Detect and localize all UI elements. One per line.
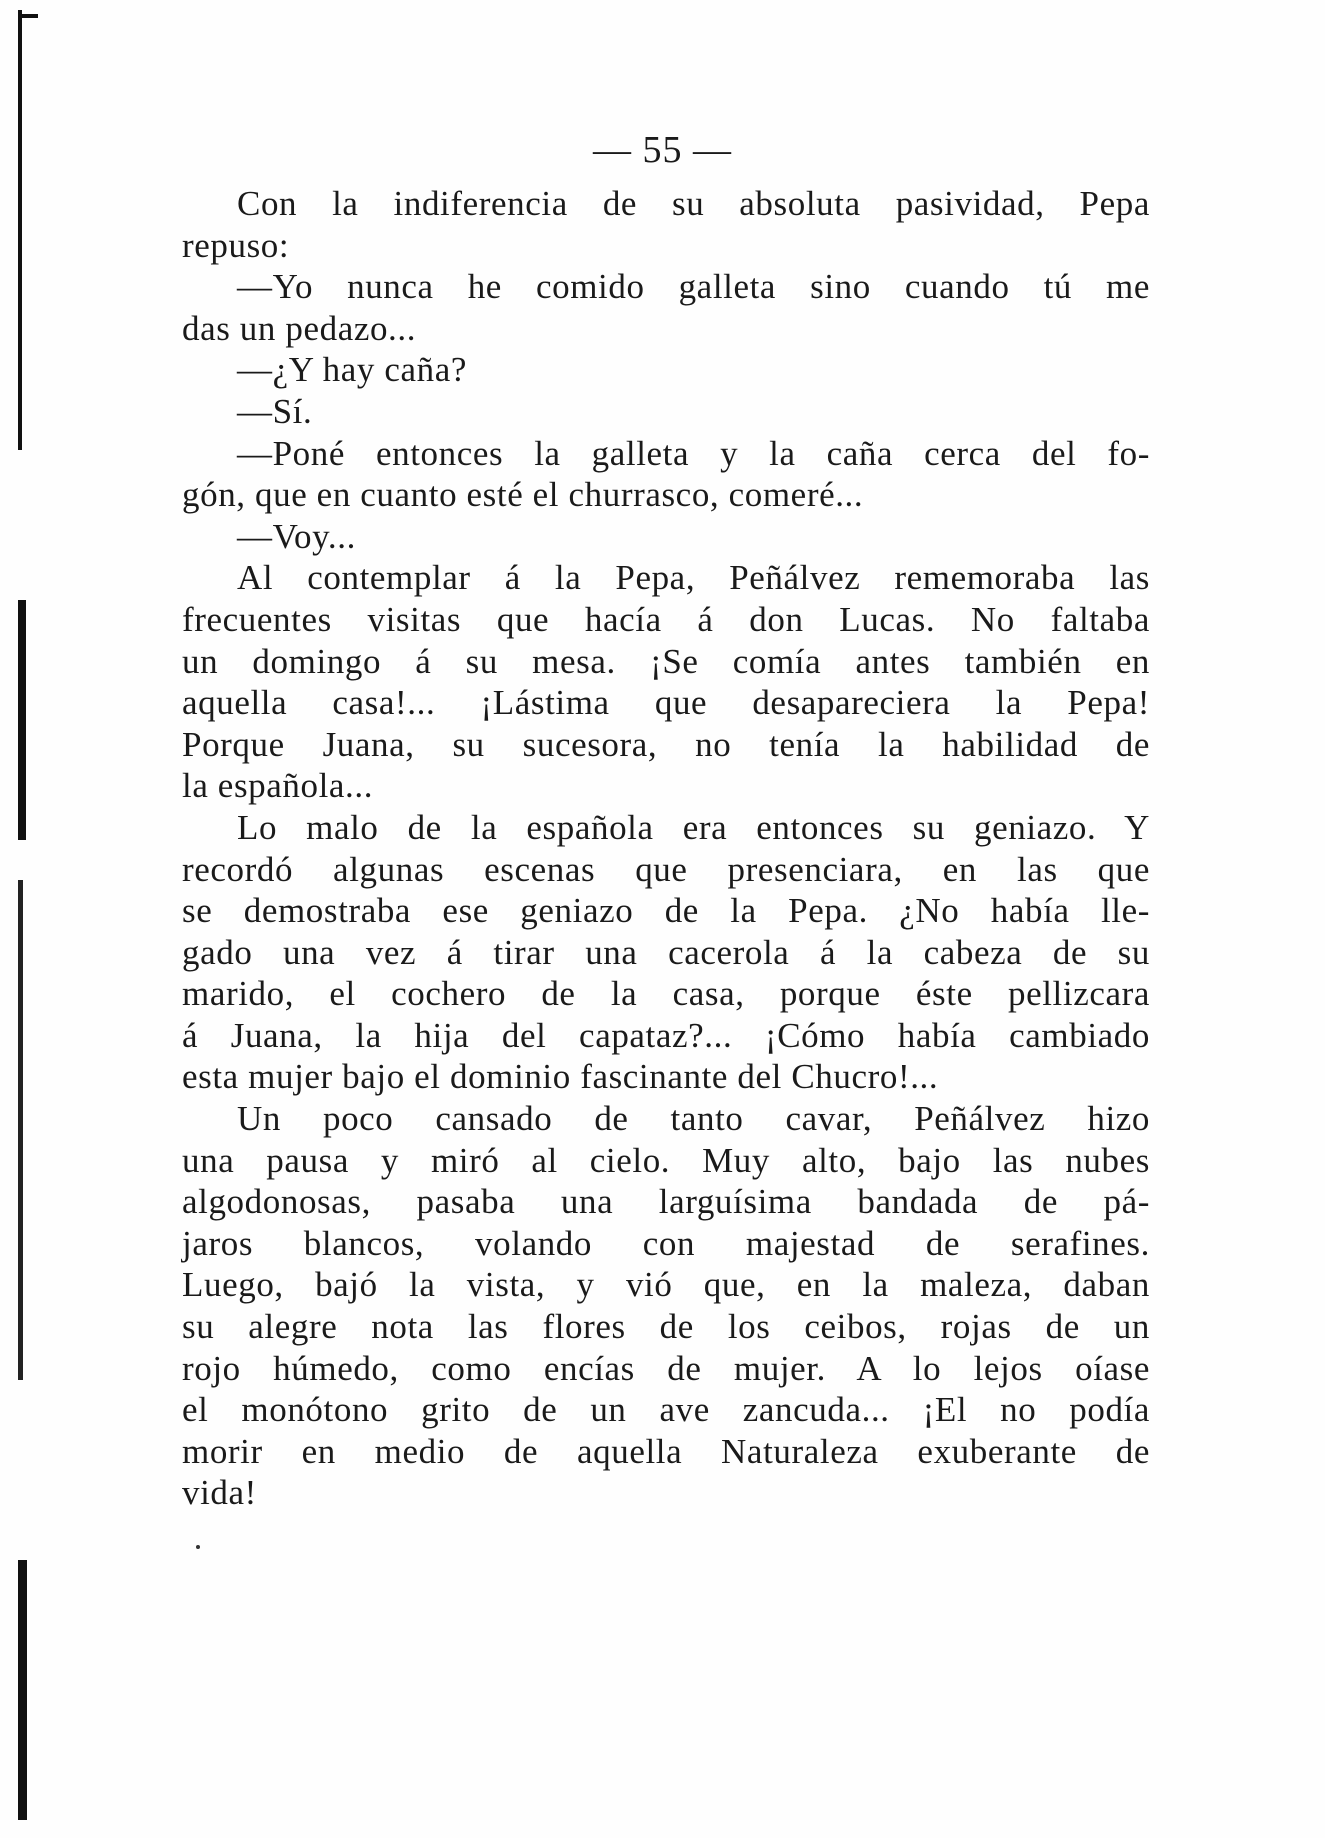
text-line: rojo húmedo, como encías de mujer. A lo lejos oíase <box>182 1348 1150 1388</box>
binding-edge-middle <box>18 600 26 840</box>
text-line: frecuentes visitas que hacía á don Lucas. No faltaba <box>182 599 1150 639</box>
text-line: marido, el cochero de la casa, porque éste pellizcara <box>182 974 1150 1014</box>
text-line: Con la indiferencia de su absoluta pasividad, Pepa <box>237 184 1150 223</box>
text-line: —Poné entonces la galleta y la caña cerca del fo- <box>237 433 1150 473</box>
text-line: algodonosas, pasaba una larguísima bandada de pá- <box>182 1182 1150 1222</box>
text-line: un domingo á su mesa. ¡Se comía antes también en <box>182 641 1150 681</box>
text-line: vida! <box>182 1473 257 1513</box>
text-line: á Juana, la hija del capataz?... ¡Cómo había cambiado <box>182 1015 1150 1055</box>
text-line: la española... <box>182 766 374 806</box>
text-line: Porque Juana, su sucesora, no tenía la habilidad de <box>182 724 1150 764</box>
text-line: Lo malo de la española era entonces su geniazo. Y <box>237 807 1150 847</box>
text-line: esta mujer bajo el dominio fascinante del Chucro!... <box>182 1057 939 1097</box>
text-line: Luego, bajó la vista, y vió que, en la maleza, daban <box>182 1265 1150 1305</box>
text-line: —¿Y hay caña? <box>237 350 467 390</box>
text-line: gón, que en cuanto esté el churrasco, comeré... <box>182 475 864 515</box>
text-line: recordó algunas escenas que presenciara, en las que <box>182 849 1150 889</box>
text-line: aquella casa!... ¡Lástima que desapareciera la Pepa! <box>182 683 1150 723</box>
text-line: una pausa y miró al cielo. Muy alto, bajo las nubes <box>182 1140 1150 1180</box>
page-number: — 55 — <box>593 129 732 171</box>
text-line: el monótono grito de un ave zancuda... ¡El no podía <box>182 1390 1150 1430</box>
binding-edge-lower <box>18 880 23 1380</box>
binding-edge-bottom <box>18 1560 27 1820</box>
text-line: —Voy... <box>237 516 356 556</box>
text-line: se demostraba ese geniazo de la Pepa. ¿No había lle- <box>182 891 1150 931</box>
body-text <box>182 183 1150 1514</box>
text-line: das un pedazo... <box>182 308 417 348</box>
text-line: su alegre nota las flores de los ceibos, rojas de un <box>182 1307 1150 1347</box>
text-line: Un poco cansado de tanto cavar, Peñálvez hizo <box>237 1099 1150 1139</box>
text-line: gado una vez á tirar una cacerola á la cabeza de su <box>182 932 1150 972</box>
binding-edge-top <box>18 10 22 450</box>
text-line: Al contemplar á la Pepa, Peñálvez rememoraba las <box>237 558 1150 598</box>
text-line: morir en medio de aquella Naturaleza exuberante de <box>182 1431 1150 1471</box>
text-line: —Yo nunca he comido galleta sino cuando tú me <box>237 267 1150 307</box>
text-line: —Sí. <box>237 391 313 431</box>
ink-speck <box>196 1545 200 1549</box>
text-line: jaros blancos, volando con majestad de serafines. <box>182 1223 1150 1263</box>
text-line: repuso: <box>182 225 290 265</box>
